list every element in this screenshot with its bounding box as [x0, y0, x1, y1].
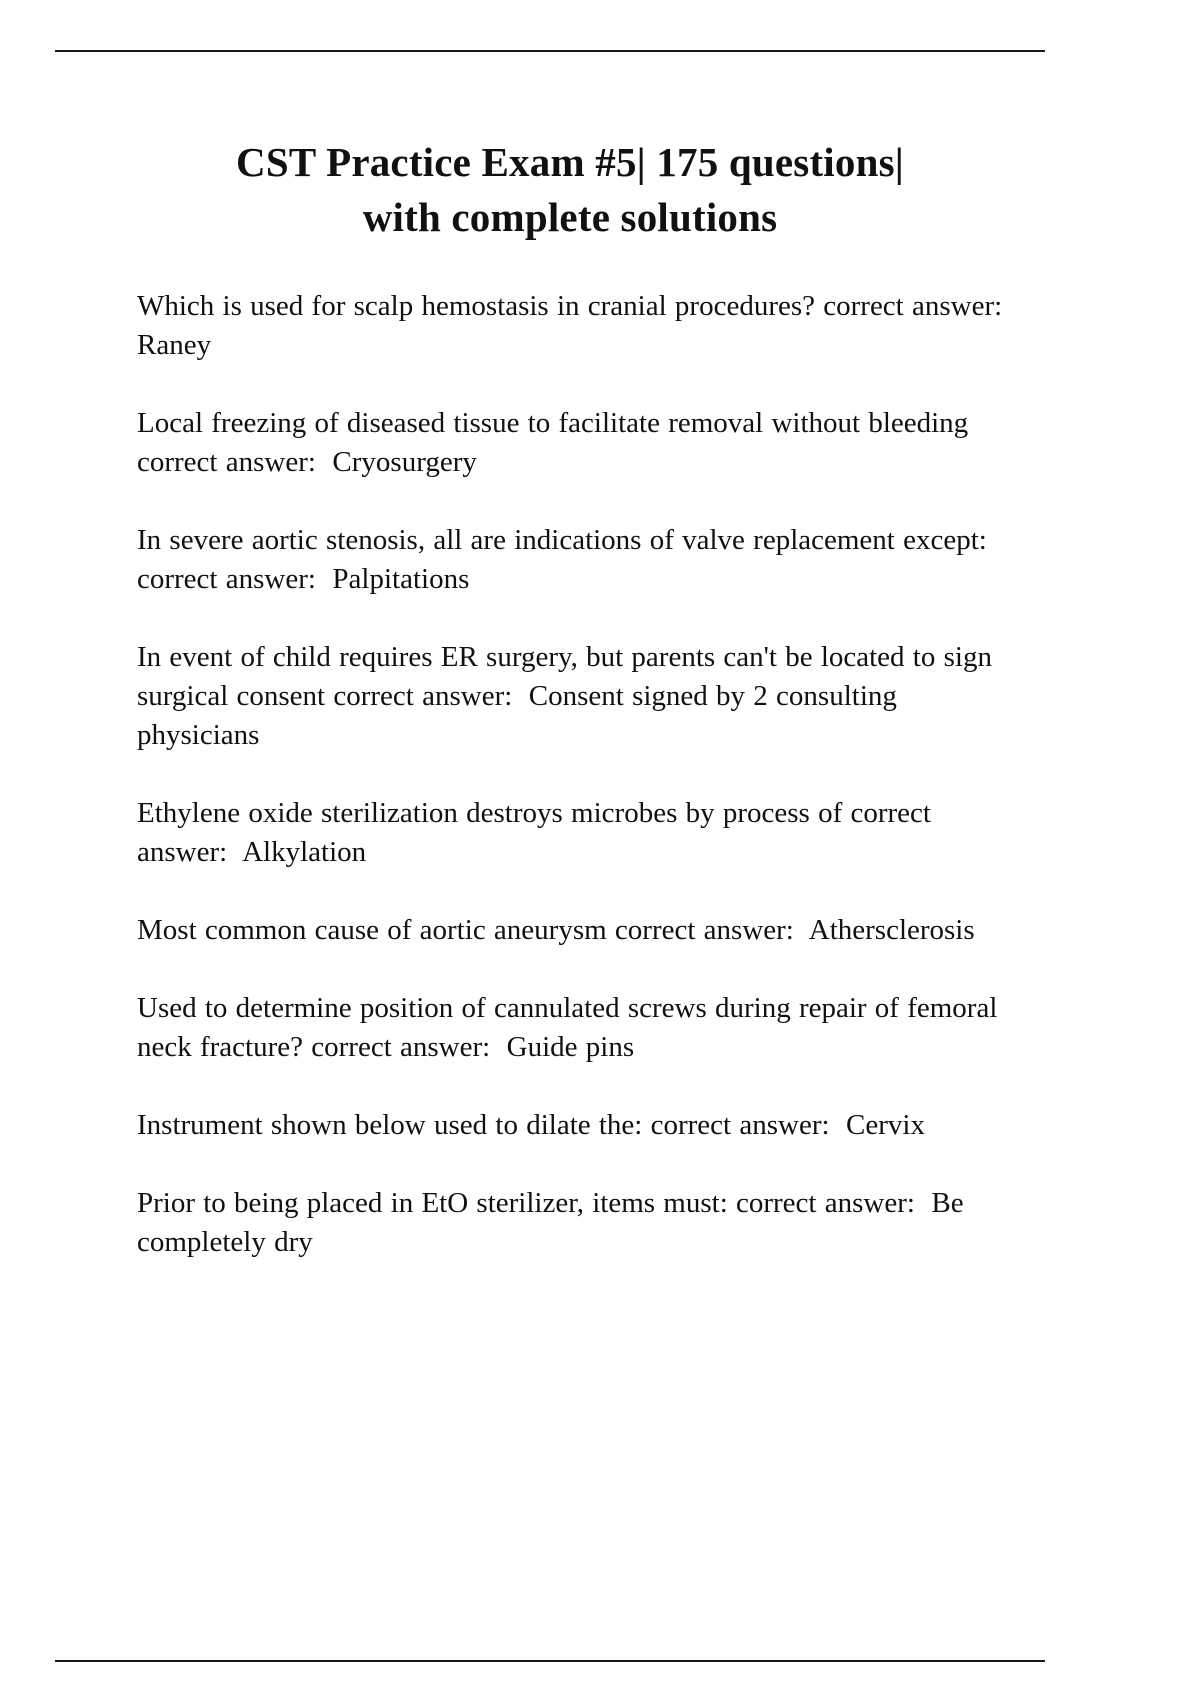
qa-paragraph: Ethylene oxide sterilization destroys microbes by process of correct answer: Alkylation: [137, 797, 940, 868]
qa-paragraph: Instrument shown below used to dilate the: correct answer: Cervix: [137, 1109, 925, 1141]
page-content: [137, 135, 1019, 1301]
bottom-horizontal-rule: [55, 1660, 1045, 1662]
page-title: [137, 135, 1003, 245]
qa-paragraph: Local freezing of diseased tissue to facilitate removal without bleeding correct answer: Cryosurgery: [137, 407, 977, 478]
qa-paragraph: Prior to being placed in EtO sterilizer, items must: correct answer: Be completely dry: [137, 1187, 972, 1258]
top-horizontal-rule: [55, 50, 1045, 52]
qa-paragraph: Most common cause of aortic aneurysm correct answer: Athersclerosis: [137, 914, 975, 946]
qa-paragraph: Which is used for scalp hemostasis in cranial procedures? correct answer: Raney: [137, 290, 1019, 361]
qa-paragraph: In event of child requires ER surgery, but parents can't be located to sign surgical consent correct answer: Consent signed by 2 consulting physicians: [137, 641, 1001, 751]
page-title-line-1: CST Practice Exam #5| 175 questions|: [236, 139, 904, 185]
qa-paragraph: In severe aortic stenosis, all are indications of valve replacement except: correct answer: Palpitations: [137, 524, 996, 595]
page-title-line-2: with complete solutions: [362, 194, 778, 240]
qa-paragraph: Used to determine position of cannulated screws during repair of femoral neck fracture? correct answer: Guide pins: [137, 992, 1006, 1063]
